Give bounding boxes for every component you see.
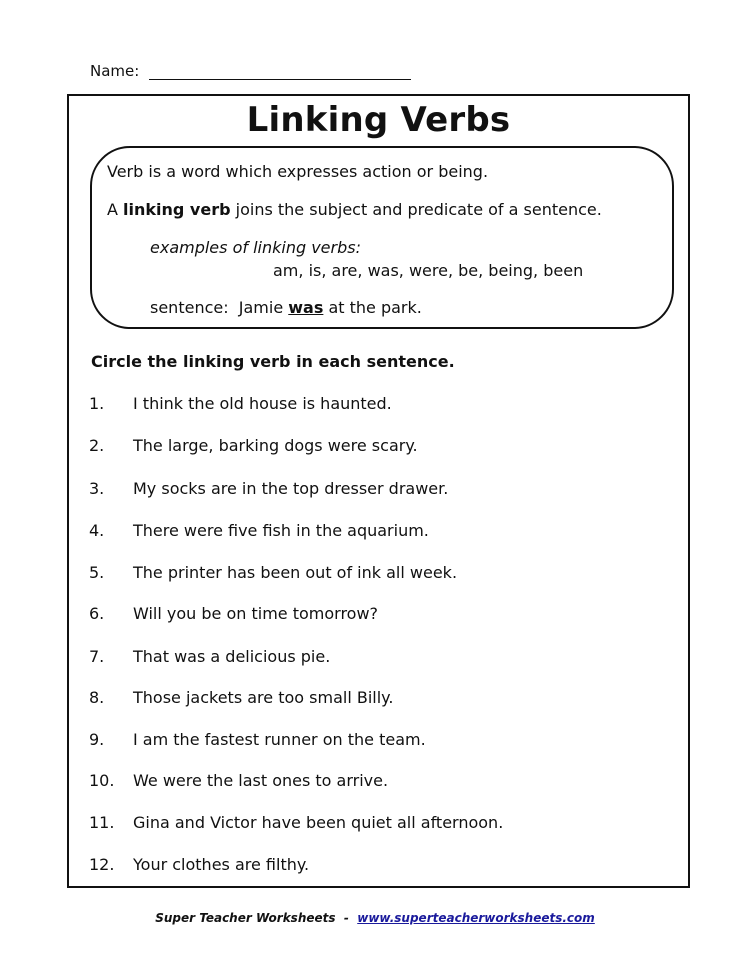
question-text[interactable]: That was a delicious pie. <box>133 647 331 666</box>
examples-list: am, is, are, was, were, be, being, been <box>273 261 584 280</box>
question-number: 3. <box>89 479 105 498</box>
footer-separator: - <box>335 911 358 925</box>
footer <box>0 911 750 925</box>
definition-text-pre: A <box>107 200 124 219</box>
question-number: 10. <box>89 771 115 790</box>
question-item <box>89 647 330 666</box>
question-item <box>89 688 393 707</box>
question-number: 2. <box>89 436 105 455</box>
question-item <box>89 771 388 790</box>
question-text[interactable]: Will you be on time tomorrow? <box>133 604 379 623</box>
question-number: 12. <box>89 855 115 874</box>
question-text[interactable]: The large, barking dogs were scary. <box>133 436 418 455</box>
question-text[interactable]: I think the old house is haunted. <box>133 394 392 413</box>
question-number: 4. <box>89 521 105 540</box>
question-number: 11. <box>89 813 115 832</box>
linking-verb-definition <box>107 200 602 219</box>
footer-brand: Super Teacher Worksheets <box>155 911 336 925</box>
question-text[interactable]: Those jackets are too small Billy. <box>133 688 394 707</box>
question-item <box>89 855 309 874</box>
definition-text-post: joins the subject and predicate of a sentence. <box>230 200 602 219</box>
question-item <box>89 730 426 749</box>
question-item <box>89 604 378 623</box>
question-text[interactable]: My socks are in the top dresser drawer. <box>133 479 449 498</box>
page-title: Linking Verbs <box>246 100 511 140</box>
question-number: 8. <box>89 688 105 707</box>
name-row <box>90 62 411 80</box>
definition-line: Verb is a word which expresses action or being. <box>107 162 489 181</box>
linking-verb-term: linking verb <box>123 200 231 219</box>
question-item <box>89 394 392 413</box>
question-text[interactable]: The printer has been out of ink all week. <box>133 563 458 582</box>
question-item <box>89 813 503 832</box>
footer-url-link[interactable]: www.superteacherworksheets.com <box>357 911 595 925</box>
question-text[interactable]: We were the last ones to arrive. <box>133 771 389 790</box>
question-text[interactable]: There were five fish in the aquarium. <box>133 521 429 540</box>
question-text[interactable]: Your clothes are filthy. <box>133 855 310 874</box>
examples-label: examples of linking verbs: <box>150 238 361 257</box>
definition-box <box>90 146 674 329</box>
question-text[interactable]: Gina and Victor have been quiet all afternoon. <box>133 813 504 832</box>
question-number: 5. <box>89 563 105 582</box>
question-number: 9. <box>89 730 105 749</box>
question-text[interactable]: I am the fastest runner on the team. <box>133 730 426 749</box>
question-number: 6. <box>89 604 105 623</box>
name-label: Name: <box>90 62 140 80</box>
name-blank-line[interactable] <box>149 65 411 80</box>
sentence-post: at the park. <box>323 298 422 317</box>
question-number: 1. <box>89 394 105 413</box>
question-item <box>89 563 457 582</box>
question-item <box>89 436 418 455</box>
worksheet-frame <box>67 94 690 888</box>
question-number: 7. <box>89 647 105 666</box>
question-item <box>89 521 429 540</box>
instructions: Circle the linking verb in each sentence. <box>91 352 455 371</box>
sentence-pre: sentence: Jamie <box>150 298 289 317</box>
sentence-verb: was <box>288 298 324 317</box>
example-sentence <box>150 298 422 317</box>
question-item <box>89 479 448 498</box>
